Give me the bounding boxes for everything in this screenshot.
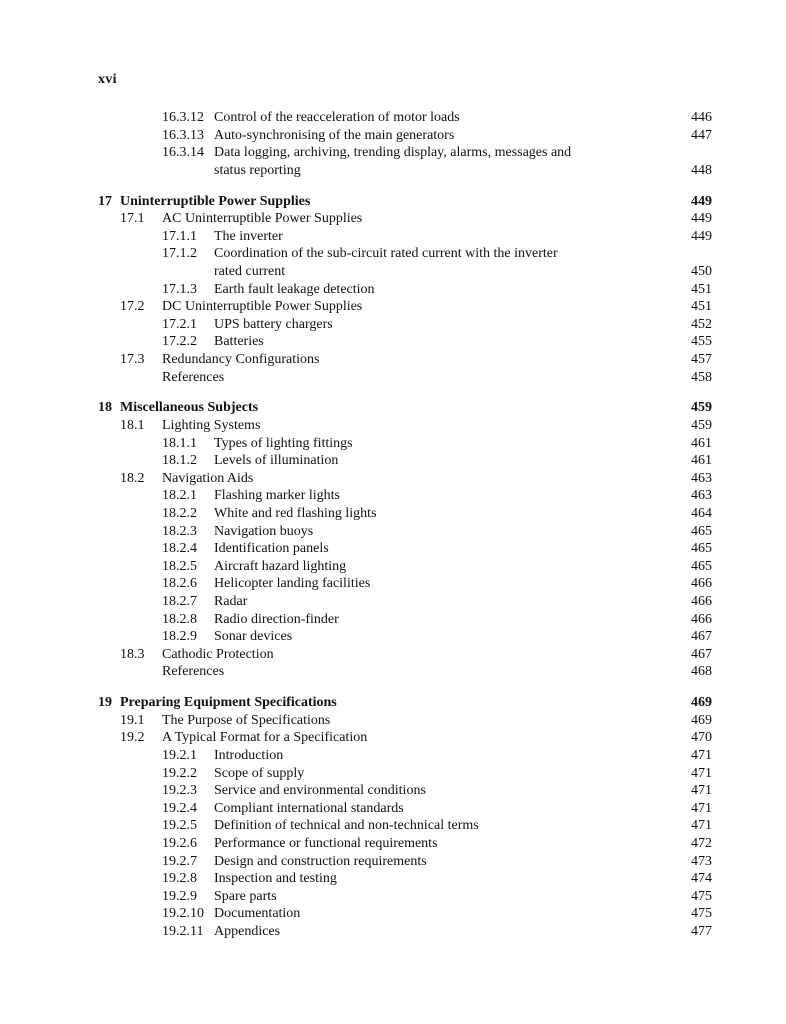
toc-page-ref: 477 [691,924,712,939]
toc-entry-number: 17.3 [120,352,145,367]
toc-entry-title: Navigation buoys [214,523,314,539]
toc-entry-title: Radio direction-finder [214,611,339,627]
toc-page-ref: 459 [691,418,712,433]
toc-entry-number: 18.2.3 [162,523,197,539]
toc-subsection [0,888,786,906]
toc-subsection [0,333,786,351]
toc-page-ref: 466 [691,611,712,627]
toc-page-ref: 471 [691,783,712,799]
toc-subsection [0,144,786,162]
toc-page-ref: 461 [691,453,712,469]
toc-entry-number: 17.1.2 [162,246,197,262]
toc-page-ref: 469 [691,695,712,711]
toc-page-ref: 471 [691,800,712,816]
toc-references [0,369,786,387]
toc-entry-number: 18.3 [120,646,145,662]
toc-subsection [0,505,786,523]
toc-entry-number: 18.2.4 [162,541,197,557]
toc-entry-title: References [162,369,225,385]
toc-entry-number: 17.2.1 [162,316,197,332]
toc-entry-number: 19.2.1 [162,748,197,763]
toc-page-ref: 447 [691,127,712,143]
toc-entry-number: 18.2 [120,470,145,486]
toc-page-ref: 458 [691,369,712,385]
toc-page-ref: 472 [691,836,712,851]
toc-entry-title: Uninterruptible Power Supplies [120,193,311,209]
toc-entry-title: Lighting Systems [162,418,261,433]
toc-page-ref: 468 [691,664,712,680]
toc-entry-title-continued: rated current [214,264,286,279]
toc-section [0,298,786,316]
toc-subsection [0,435,786,453]
toc-entry-title: Radar [214,594,248,609]
toc-entry-title: UPS battery chargers [214,316,333,332]
toc-entry-title: Service and environmental conditions [214,783,426,799]
toc-entry-title: Helicopter landing facilities [214,576,371,592]
toc-section [0,417,786,435]
toc-page-ref: 467 [691,629,712,645]
toc-entry-number: 19.2.3 [162,783,197,799]
toc-subsection [0,870,786,888]
toc-page-ref: 455 [691,334,712,350]
toc-section [0,712,786,730]
toc-entry-number: 17.2.2 [162,334,197,350]
toc-entry-title: Design and construction requirements [214,853,427,869]
toc-entry-number: 19.2.2 [162,765,197,781]
toc-entry-title: Preparing Equipment Specifications [120,695,337,711]
toc-entry-title: Levels of illumination [214,453,339,469]
toc-entry-title: Scope of supply [214,765,305,781]
toc-subsection [0,228,786,246]
toc-page-ref: 457 [691,352,712,367]
toc-page-ref: 446 [691,110,712,125]
toc-entry-title: Compliant international standards [214,800,404,816]
toc-page-ref: 465 [691,558,712,574]
page-number: xvi [98,72,117,87]
toc-entry-number: 16.3.14 [162,145,204,161]
toc-entry-number: 19.2.4 [162,800,197,816]
toc-subsection [0,905,786,923]
toc-entry-number: 18.1.2 [162,453,197,469]
toc-entry-title: Aircraft hazard lighting [214,558,347,574]
toc-page-ref: 450 [691,264,712,279]
toc-subsection [0,540,786,558]
toc-entry-number: 19.2.11 [162,924,204,939]
toc-entry-title: References [162,664,225,680]
toc-page-ref: 466 [691,594,712,609]
toc-subsection [0,523,786,541]
toc-entry-number: 19 [98,695,112,711]
toc-subsection [0,487,786,505]
toc-page-ref: 473 [691,853,712,869]
toc-page-ref: 474 [691,871,712,887]
toc-entry-number: 18.2.2 [162,506,197,521]
toc-entry-title: Batteries [214,334,264,350]
toc-entry-number: 18.2.1 [162,488,197,504]
toc-entry-number: 18 [98,400,112,416]
toc-page-ref: 449 [691,211,712,227]
toc-entry-number: 17.1.1 [162,228,197,244]
toc-page-ref: 471 [691,748,712,763]
toc-entry-number: 19.2.6 [162,836,197,851]
toc-entry-number: 19.2 [120,730,145,746]
toc-entry-title: The inverter [214,228,283,244]
toc-subsection [0,593,786,611]
toc-references [0,663,786,681]
toc-entry-title: Earth fault leakage detection [214,281,375,297]
toc-page-ref: 465 [691,523,712,539]
toc-entry-number: 16.3.13 [162,127,204,143]
toc-entry-number: 16.3.12 [162,110,204,125]
toc-entry-number: 18.2.7 [162,594,197,609]
toc-subsection [0,109,786,127]
toc-subsection [0,316,786,334]
toc-entry-number: 17.2 [120,299,145,315]
toc-entry-number: 19.2.7 [162,853,197,869]
toc-entry-number: 19.2.10 [162,906,204,922]
toc-subsection [0,452,786,470]
toc-entry-title: Control of the reacceleration of motor loads [214,110,460,125]
toc-entry-title: Redundancy Configurations [162,352,320,367]
toc-entry-number: 18.2.6 [162,576,197,592]
toc-entry-number: 17.1 [120,211,145,227]
toc-section [0,210,786,228]
toc-entry-title: Data logging, archiving, trending display, alarms, messages and [214,145,572,161]
toc-entry-number: 18.1.1 [162,435,197,451]
toc-entry-title: Flashing marker lights [214,488,340,504]
toc-entry-title: White and red flashing lights [214,506,377,521]
toc-entry-number: 19.2.5 [162,818,197,834]
toc-page-ref: 448 [691,162,712,178]
toc-entry-title: Navigation Aids [162,470,254,486]
toc-entry-title: A Typical Format for a Specification [162,730,368,746]
toc-chapter [0,399,786,417]
toc-subsection [0,281,786,299]
toc-subsection [0,765,786,783]
toc-subsection [0,245,786,263]
toc-entry-number: 19.1 [120,712,145,728]
toc-section [0,351,786,369]
toc-entry-title: AC Uninterruptible Power Supplies [162,211,363,227]
toc-entry-title: Spare parts [214,888,277,904]
toc-entry-title: Auto-synchronising of the main generators [214,127,455,143]
toc-chapter [0,193,786,211]
toc-section [0,646,786,664]
toc-page-ref: 465 [691,541,712,557]
toc-subsection [0,782,786,800]
toc-page-ref: 449 [691,228,712,244]
toc-page-ref: 464 [691,506,712,521]
toc-section [0,470,786,488]
toc-entry-title: Miscellaneous Subjects [120,400,259,416]
toc-entry-number: 18.2.5 [162,558,197,574]
toc-subsection [0,558,786,576]
toc-page-ref: 475 [691,888,712,904]
toc-subsection [0,628,786,646]
toc-entry-number: 18.2.9 [162,629,197,645]
toc-page-ref: 451 [691,299,712,315]
toc-entry-number: 19.2.9 [162,888,197,904]
toc-subsection [0,611,786,629]
toc-entry-title: Types of lighting fittings [214,435,353,451]
toc-entry-title: Introduction [214,748,284,763]
toc-subsection [0,853,786,871]
toc-entry-title: Documentation [214,906,301,922]
toc-entry-title: Performance or functional requirements [214,836,438,851]
toc-page-ref: 459 [691,400,712,416]
toc-entry-title: Appendices [214,924,281,939]
toc-page-ref: 463 [691,488,712,504]
toc-entry-continuation [0,263,786,281]
toc-page-ref: 451 [691,281,712,297]
toc-page-ref: 470 [691,730,712,746]
toc-chapter [0,694,786,712]
toc-page-ref: 466 [691,576,712,592]
toc-entry-title: Identification panels [214,541,329,557]
toc-subsection [0,923,786,941]
toc-page-ref: 463 [691,470,712,486]
toc-entry-title: Coordination of the sub-circuit rated current with the inverter [214,246,558,262]
toc-subsection [0,747,786,765]
toc-subsection [0,800,786,818]
toc-entry-number: 18.1 [120,418,145,433]
toc-entry-title: Cathodic Protection [162,646,274,662]
toc-entry-title: The Purpose of Specifications [162,712,331,728]
toc-page-ref: 461 [691,435,712,451]
toc-entry-title: Inspection and testing [214,871,337,887]
toc-entry-number: 19.2.8 [162,871,197,887]
toc-page-ref: 452 [691,316,712,332]
toc-page-ref: 467 [691,646,712,662]
toc-page-ref: 471 [691,818,712,834]
toc-entry-title: DC Uninterruptible Power Supplies [162,299,363,315]
toc-subsection [0,835,786,853]
toc-page-ref: 449 [691,193,712,209]
toc-entry-continuation [0,162,786,180]
toc-subsection [0,127,786,145]
toc-page-ref: 469 [691,712,712,728]
toc-entry-title-continued: status reporting [214,162,301,178]
toc-page-ref: 475 [691,906,712,922]
toc-entry-number: 17.1.3 [162,281,197,297]
toc-section [0,729,786,747]
toc-subsection [0,575,786,593]
toc-entry-title: Definition of technical and non-technical terms [214,818,479,834]
toc-entry-title: Sonar devices [214,629,293,645]
toc-page-ref: 471 [691,765,712,781]
toc-subsection [0,817,786,835]
toc-entry-number: 18.2.8 [162,611,197,627]
toc-entry-number: 17 [98,193,112,209]
